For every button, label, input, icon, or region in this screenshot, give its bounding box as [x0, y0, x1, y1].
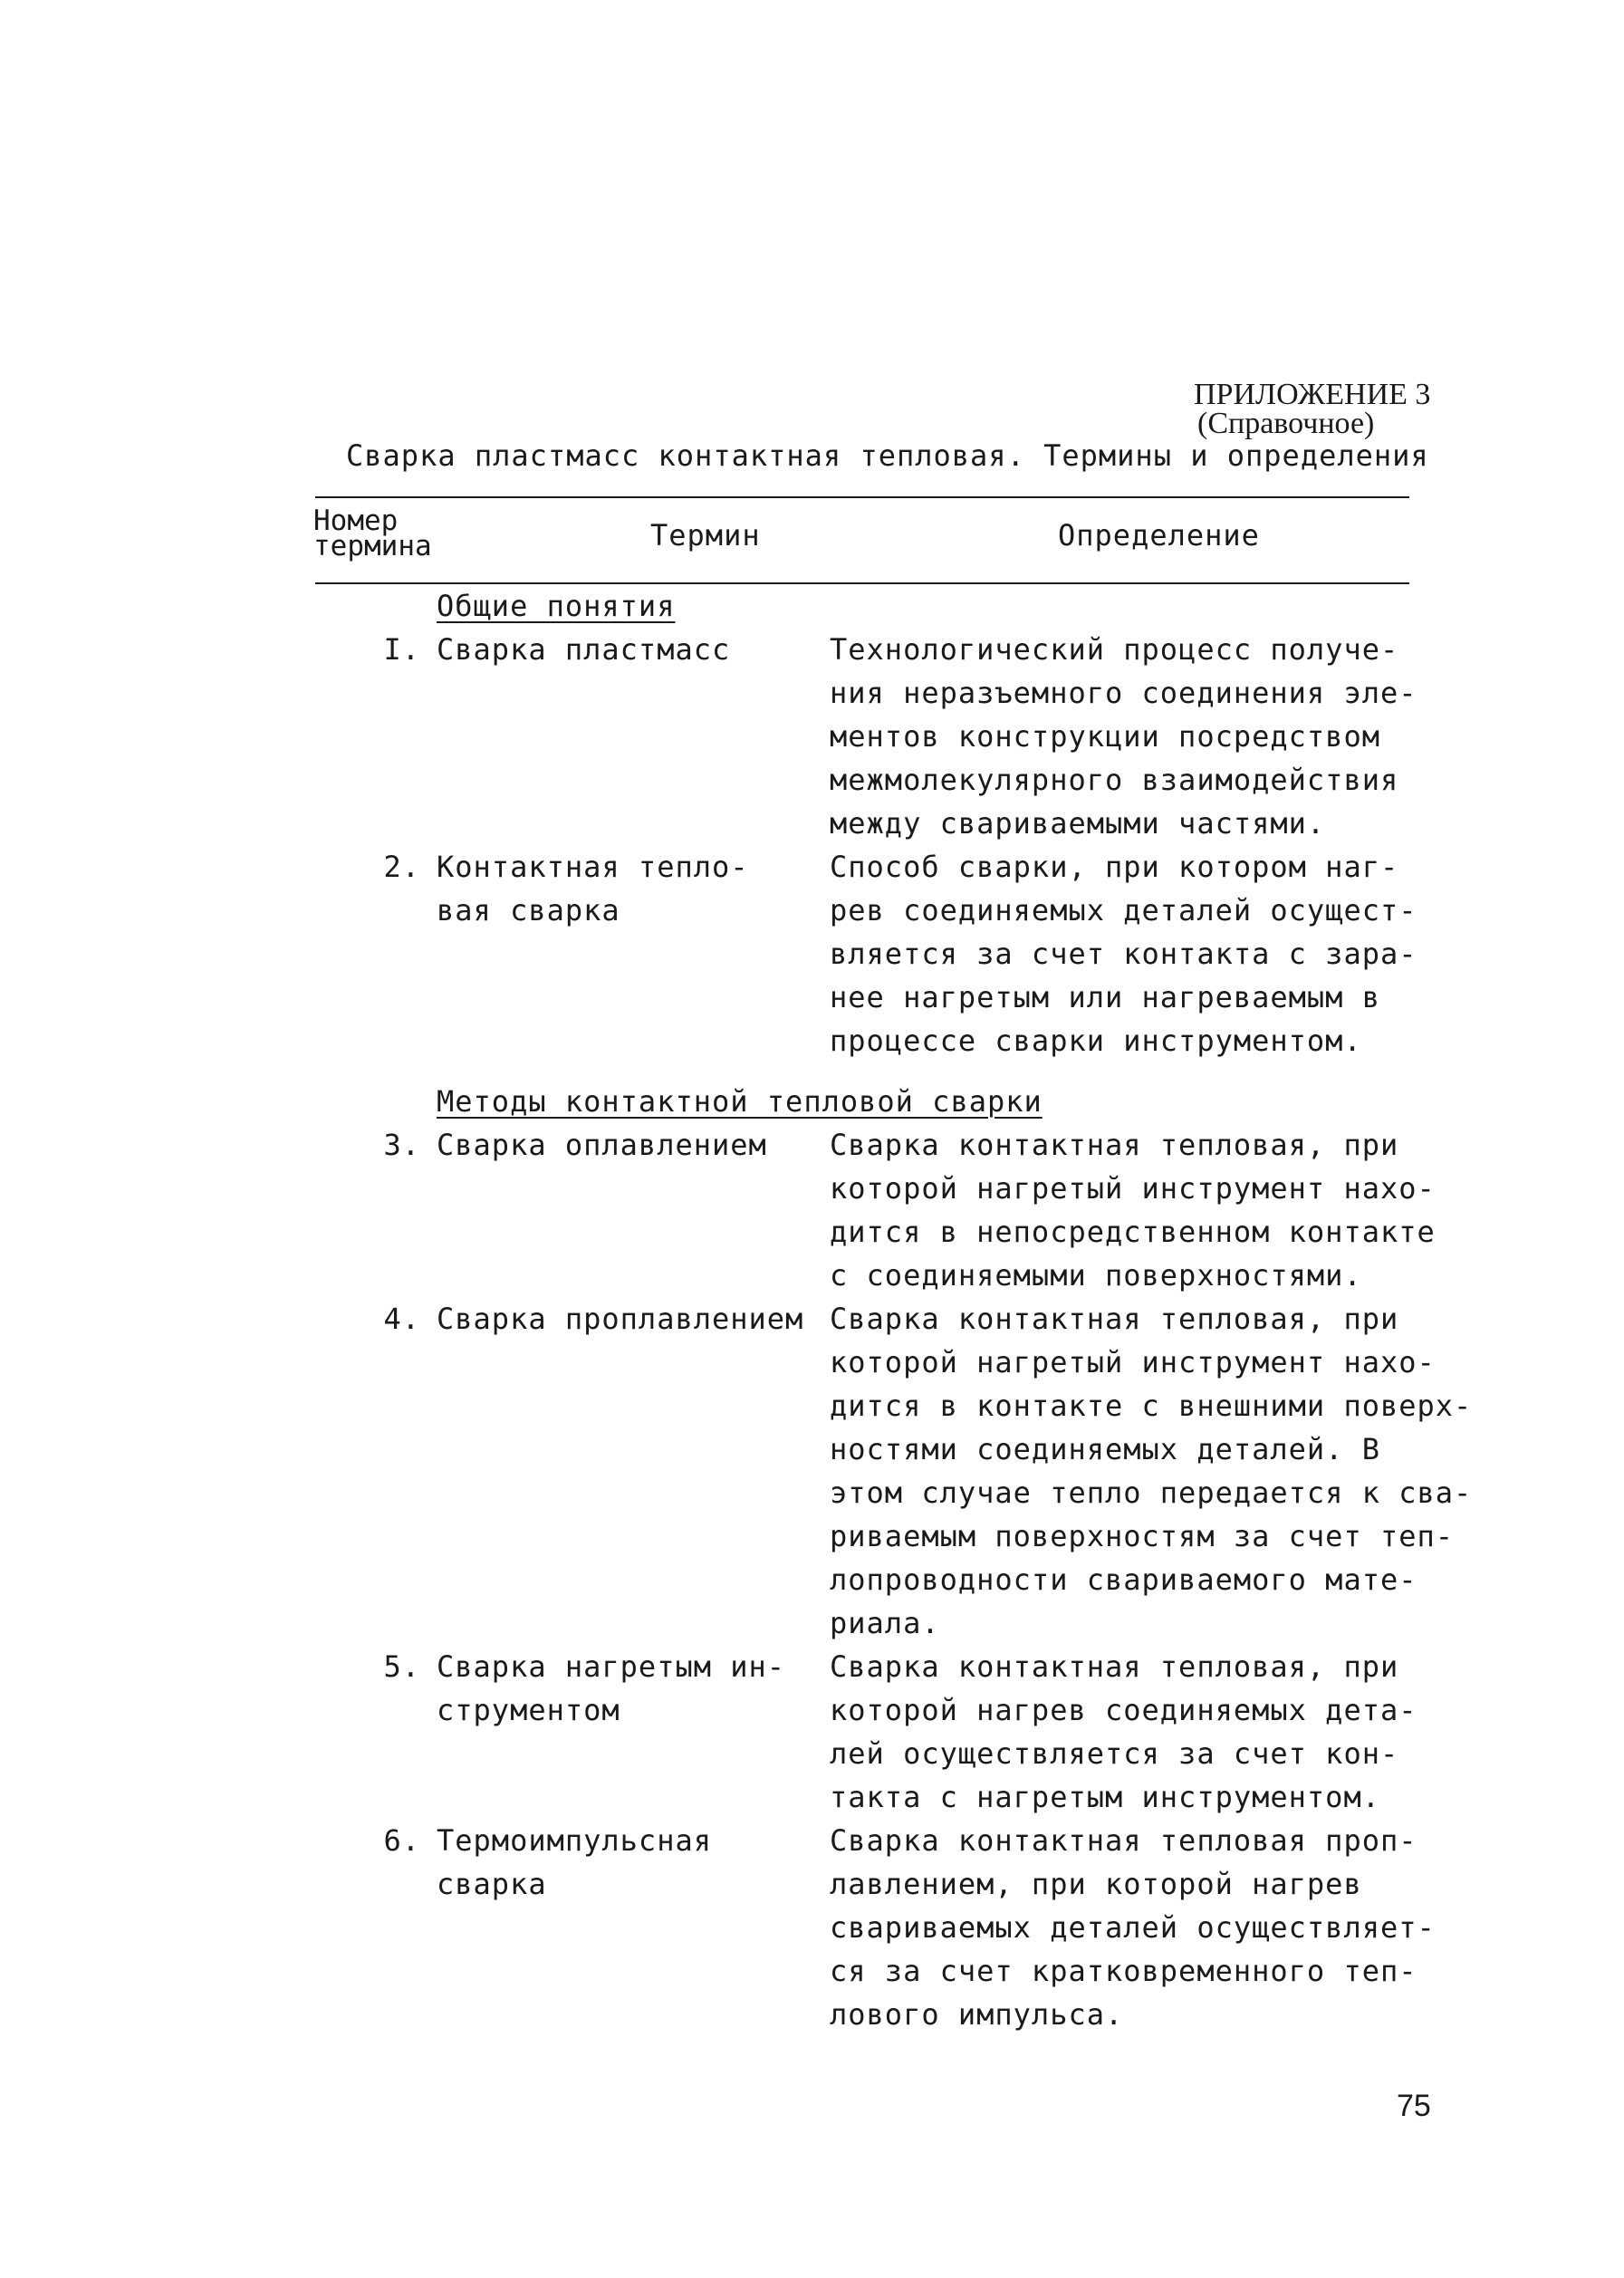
appendix-subtitle: (Справочное)	[1197, 407, 1375, 440]
header-number-line1: Номер	[313, 505, 399, 537]
term-definition: Сварка контактная тепловая, при которой нагрев соединяемых дета- лей осуществляется за счет кон- такта с нагретым инструментом.	[830, 1649, 1417, 1814]
term-name: Сварка проплавлением	[437, 1302, 804, 1336]
appendix-title: ПРИЛОЖЕНИЕ 3	[1194, 378, 1431, 411]
document-title: Сварка пластмасс контактная тепловая. Термины и определения	[346, 438, 1429, 473]
table-top-rule	[315, 496, 1409, 498]
term-number: 5.	[383, 1649, 420, 1684]
header-term: Термин	[650, 518, 761, 553]
term-number: 6.	[383, 1823, 420, 1858]
table-header-rule	[315, 582, 1409, 584]
header-number-line2: термина	[313, 530, 432, 562]
term-number: 4.	[383, 1302, 420, 1336]
term-name: Сварка пластмасс	[437, 632, 731, 667]
term-definition: Сварка контактная тепловая проп- лавлением, при которой нагрев свариваемых деталей осуществляет- ся за счет кратковременного теп- лового импульса.	[830, 1823, 1436, 2032]
term-definition: Технологический процесс получе- ния неразъемного соединения эле- ментов конструкции посредством межмолекулярного взаимодействия между свариваемыми частями.	[830, 632, 1417, 841]
term-name: Контактная тепло- вая сварка	[437, 850, 749, 928]
term-number: I.	[383, 632, 420, 667]
term-definition: Сварка контактная тепловая, при которой нагретый инструмент нахо- дится в непосредственном контакте с соединяемыми поверхностями.	[830, 1128, 1436, 1293]
term-name: Термоимпульсная сварка	[437, 1823, 712, 1901]
term-name: Сварка оплавлением	[437, 1128, 767, 1162]
term-definition: Способ сварки, при котором наг- рев соединяемых деталей осущест- вляется за счет контакта с зара- нее нагретым или нагреваемым в процессе сварки инструментом.	[830, 850, 1417, 1058]
term-name: Сварка нагретым ин- струментом	[437, 1649, 786, 1727]
term-definition: Сварка контактная тепловая, при которой нагретый инструмент нахо- дится в контакте с внешними поверх- ностями соединяемых деталей. В этом случае тепло передается к сва- риваемым поверхностям за счет теп- лопроводности свариваемого мате- риала.	[830, 1302, 1473, 1640]
page-number: 75	[1397, 2089, 1431, 2123]
section-title-methods: Методы контактной тепловой сварки	[437, 1084, 1043, 1119]
section-title-general: Общие понятия	[437, 589, 676, 623]
term-number: 2.	[383, 850, 420, 884]
header-definition: Определение	[1058, 518, 1260, 553]
term-number: 3.	[383, 1128, 420, 1162]
